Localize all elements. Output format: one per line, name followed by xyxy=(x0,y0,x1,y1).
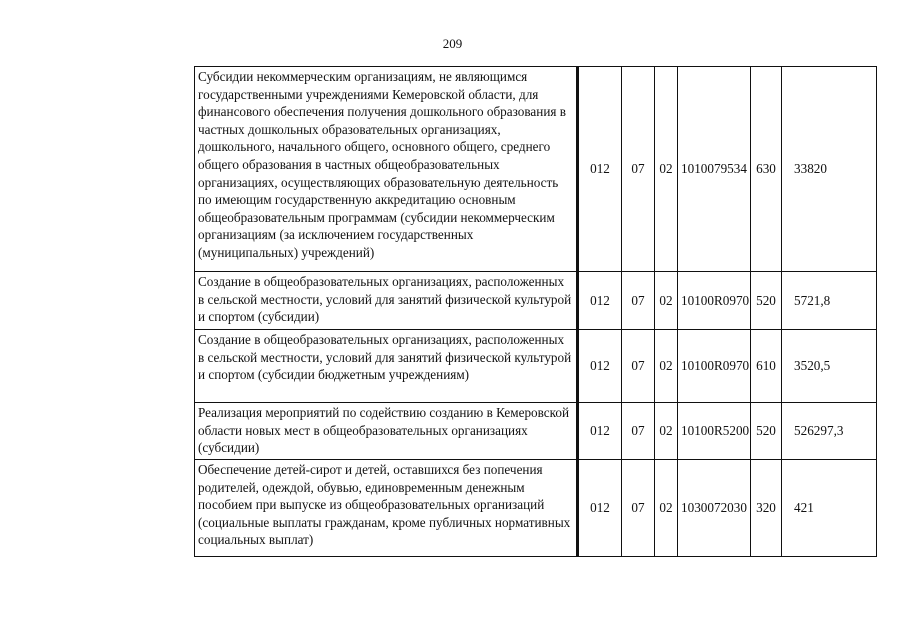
table-row xyxy=(195,330,877,403)
target-article-code: 10100R5200 xyxy=(678,403,751,460)
subsection-code: 02 xyxy=(655,403,678,460)
table-row xyxy=(195,403,877,460)
subsection-code: 02 xyxy=(655,330,678,403)
subsection-code: 02 xyxy=(655,67,678,272)
table-row xyxy=(195,272,877,330)
amount-value: 421 xyxy=(782,460,877,557)
subsection-code: 02 xyxy=(655,272,678,330)
row-description: Субсидии некоммерческим организациям, не являющимся государственными учреждениями Кемеровской области, для финансового обеспечения получения дошкольного образования в частных дошкольных образовательных организациях, дошкольного, начального общего, основного общего, среднего общего образования в частных общеобразовательных организациях, осуществляющих образовательную деятельность по имеющим государственную аккредитацию основным общеобразовательным программам (субсидии некоммерческим организациям (за исключением государственных (муниципальных) учреждений) xyxy=(195,67,578,272)
amount-value: 526297,3 xyxy=(782,403,877,460)
budget-table xyxy=(194,66,877,557)
table-row xyxy=(195,460,877,557)
page-number: 209 xyxy=(442,36,463,51)
section-code: 07 xyxy=(622,330,655,403)
subsection-code: 02 xyxy=(655,460,678,557)
ministry-code: 012 xyxy=(578,272,622,330)
ministry-code: 012 xyxy=(578,67,622,272)
ministry-code: 012 xyxy=(578,330,622,403)
ministry-code: 012 xyxy=(578,403,622,460)
ministry-code: 012 xyxy=(578,460,622,557)
expense-type-code: 320 xyxy=(751,460,782,557)
amount-value: 5721,8 xyxy=(782,272,877,330)
row-description: Обеспечение детей-сирот и детей, оставшихся без попечения родителей, одеждой, обувью, единовременным денежным пособием при выпуске из общеобразовательных организаций (социальные выплаты гражданам, кроме публичных нормативных социальных выплат) xyxy=(195,460,578,557)
target-article-code: 1030072030 xyxy=(678,460,751,557)
section-code: 07 xyxy=(622,403,655,460)
amount-value: 33820 xyxy=(782,67,877,272)
expense-type-code: 630 xyxy=(751,67,782,272)
expense-type-code: 610 xyxy=(751,330,782,403)
row-description: Реализация мероприятий по содействию созданию в Кемеровской области новых мест в общеобразовательных организациях (субсидии) xyxy=(195,403,578,460)
row-description: Создание в общеобразовательных организациях, расположенных в сельской местности, условий для занятий физической культурой и спортом (субсидии бюджетным учреждениям) xyxy=(195,330,578,403)
amount-value: 3520,5 xyxy=(782,330,877,403)
expense-type-code: 520 xyxy=(751,272,782,330)
target-article-code: 10100R0970 xyxy=(678,272,751,330)
target-article-code: 10100R0970 xyxy=(678,330,751,403)
row-description: Создание в общеобразовательных организациях, расположенных в сельской местности, условий для занятий физической культурой и спортом (субсидии) xyxy=(195,272,578,330)
section-code: 07 xyxy=(622,460,655,557)
section-code: 07 xyxy=(622,272,655,330)
section-code: 07 xyxy=(622,67,655,272)
expense-type-code: 520 xyxy=(751,403,782,460)
target-article-code: 1010079534 xyxy=(678,67,751,272)
table-row xyxy=(195,67,877,272)
